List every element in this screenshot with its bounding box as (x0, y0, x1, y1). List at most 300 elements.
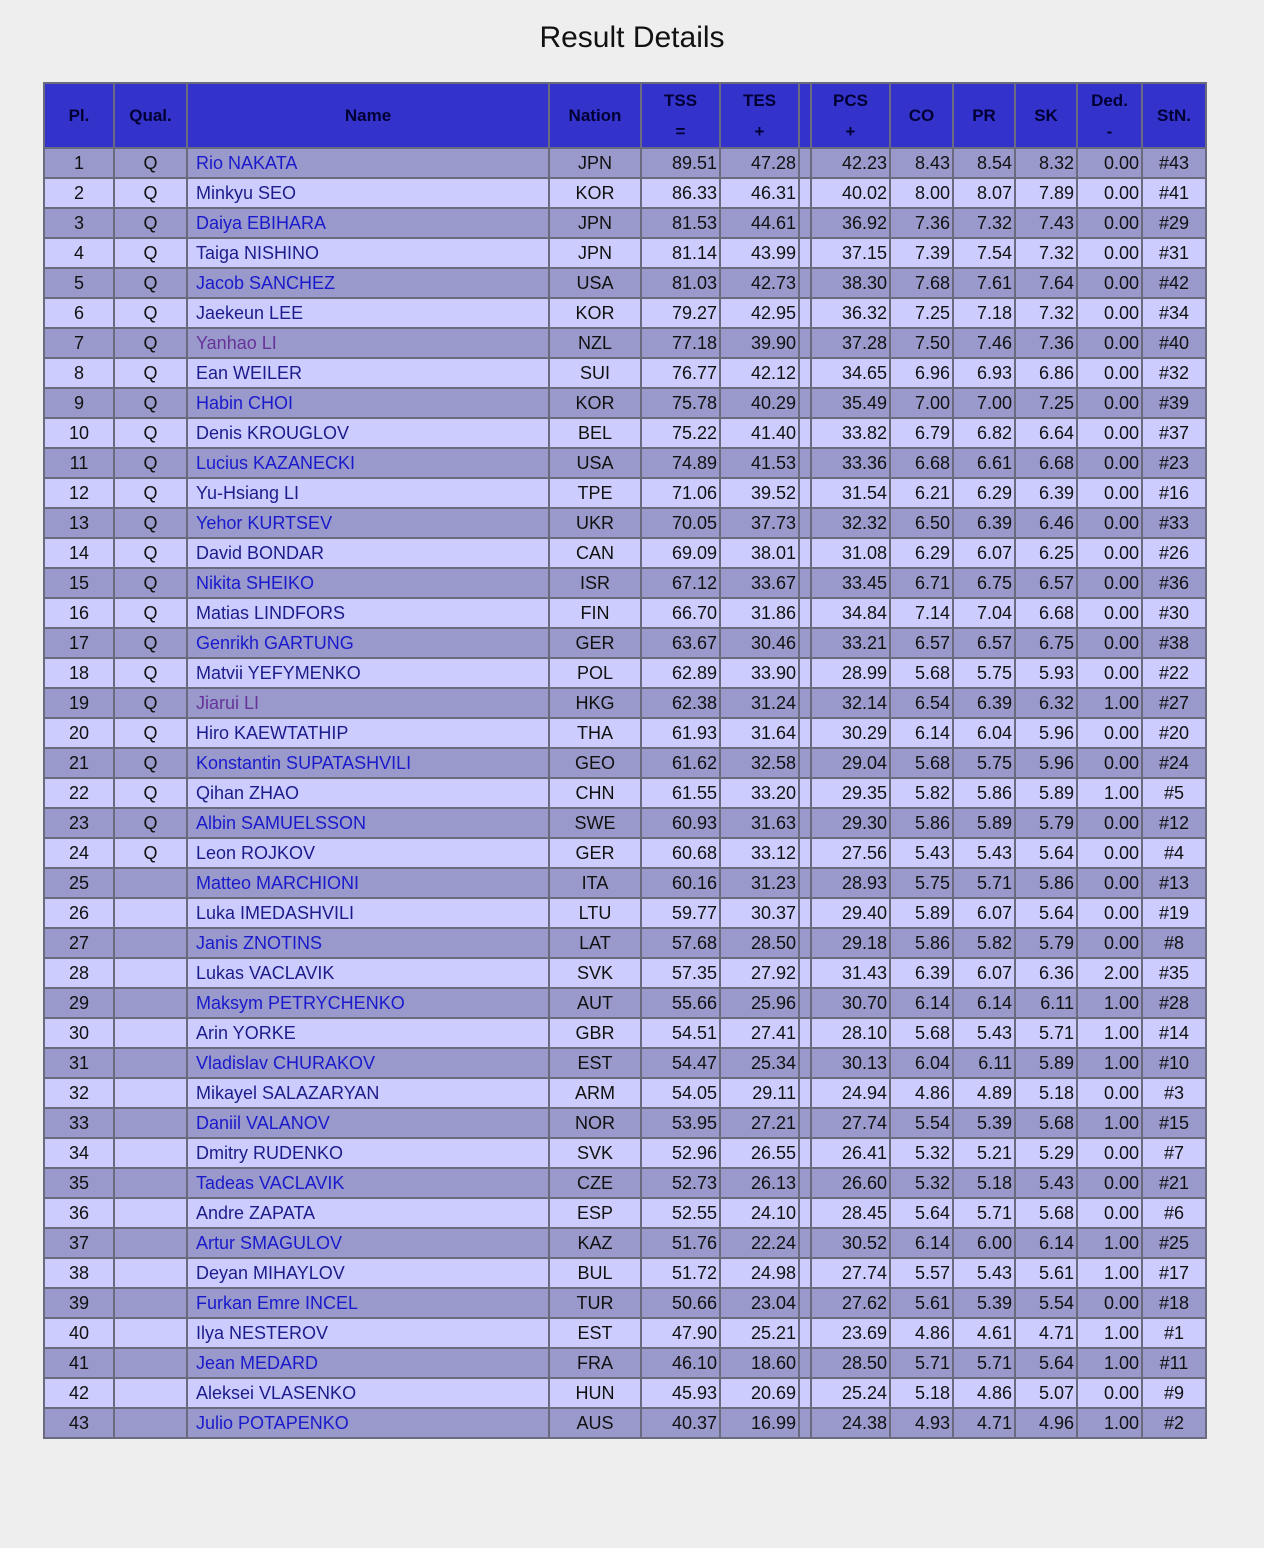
skater-name-link[interactable]: Tadeas VACLAVIK (196, 1173, 345, 1193)
name-cell (187, 748, 549, 778)
place-cell: 1 (44, 148, 114, 178)
pr-cell: 7.04 (953, 598, 1015, 628)
pr-cell: 6.75 (953, 568, 1015, 598)
skater-name-link[interactable]: Nikita SHEIKO (196, 573, 315, 593)
ded-cell: 0.00 (1077, 508, 1142, 538)
nation-cell: LAT (549, 928, 641, 958)
pcs-cell: 31.08 (811, 538, 890, 568)
tss-cell: 60.16 (641, 868, 720, 898)
ded-cell: 1.00 (1077, 1108, 1142, 1138)
name-cell (187, 658, 549, 688)
tss-cell: 67.12 (641, 568, 720, 598)
place-cell: 42 (44, 1378, 114, 1408)
place-cell: 2 (44, 178, 114, 208)
skater-name-link[interactable]: Yu-Hsiang LI (196, 483, 300, 503)
sk-cell: 5.18 (1015, 1078, 1077, 1108)
tss-cell: 69.09 (641, 538, 720, 568)
pcs-cell: 24.38 (811, 1408, 890, 1438)
name-cell (187, 1138, 549, 1168)
name-cell (187, 448, 549, 478)
sk-cell: 7.32 (1015, 238, 1077, 268)
tss-cell: 54.05 (641, 1078, 720, 1108)
qual-cell: Q (114, 718, 187, 748)
stn-cell: #23 (1142, 448, 1206, 478)
skater-name-link[interactable]: Yehor KURTSEV (196, 513, 333, 533)
tes-cell: 18.60 (720, 1348, 799, 1378)
place-cell: 7 (44, 328, 114, 358)
tes-cell: 39.90 (720, 328, 799, 358)
table-row (44, 178, 1206, 208)
tss-cell: 45.93 (641, 1378, 720, 1408)
stn-cell: #26 (1142, 538, 1206, 568)
co-cell: 7.68 (890, 268, 953, 298)
pcs-cell: 29.04 (811, 748, 890, 778)
co-cell: 7.14 (890, 598, 953, 628)
spacer-cell (799, 298, 811, 328)
skater-name-link[interactable]: Lucius KAZANECKI (196, 453, 356, 473)
place-cell: 18 (44, 658, 114, 688)
skater-name-link[interactable]: Leon ROJKOV (196, 843, 316, 863)
header-qual: Qual. (114, 83, 187, 148)
qual-cell (114, 1108, 187, 1138)
nation-cell: KOR (549, 388, 641, 418)
ded-cell: 0.00 (1077, 208, 1142, 238)
name-cell (187, 688, 549, 718)
skater-name-link[interactable]: Lukas VACLAVIK (196, 963, 335, 983)
pcs-cell: 28.45 (811, 1198, 890, 1228)
pr-cell: 5.21 (953, 1138, 1015, 1168)
skater-name-link[interactable]: Matteo MARCHIONI (196, 873, 360, 893)
place-cell: 5 (44, 268, 114, 298)
table-row (44, 448, 1206, 478)
name-cell (187, 1318, 549, 1348)
name-cell (187, 358, 549, 388)
nation-cell: ARM (549, 1078, 641, 1108)
name-cell (187, 988, 549, 1018)
pcs-cell: 23.69 (811, 1318, 890, 1348)
ded-cell: 0.00 (1077, 568, 1142, 598)
tss-cell: 66.70 (641, 598, 720, 628)
pr-cell: 6.00 (953, 1228, 1015, 1258)
header-pcs-label: PCS (833, 90, 868, 110)
spacer-cell (799, 868, 811, 898)
pr-cell: 4.71 (953, 1408, 1015, 1438)
skater-name-link[interactable]: Jaekeun LEE (196, 303, 304, 323)
pr-cell: 4.86 (953, 1378, 1015, 1408)
co-cell: 6.04 (890, 1048, 953, 1078)
ded-cell: 2.00 (1077, 958, 1142, 988)
sk-cell: 5.43 (1015, 1168, 1077, 1198)
tes-cell: 41.53 (720, 448, 799, 478)
co-cell: 4.86 (890, 1318, 953, 1348)
qual-cell (114, 1228, 187, 1258)
pcs-cell: 30.70 (811, 988, 890, 1018)
spacer-cell (799, 688, 811, 718)
nation-cell: UKR (549, 508, 641, 538)
pcs-cell: 32.14 (811, 688, 890, 718)
pr-cell: 6.39 (953, 688, 1015, 718)
qual-cell (114, 1018, 187, 1048)
spacer-cell (799, 1228, 811, 1258)
pcs-cell: 27.56 (811, 838, 890, 868)
nation-cell: SVK (549, 1138, 641, 1168)
qual-cell (114, 1318, 187, 1348)
tss-cell: 71.06 (641, 478, 720, 508)
qual-cell (114, 958, 187, 988)
sk-cell: 6.86 (1015, 358, 1077, 388)
place-cell: 28 (44, 958, 114, 988)
pr-cell: 5.75 (953, 658, 1015, 688)
co-cell: 5.64 (890, 1198, 953, 1228)
skater-name-link[interactable]: Artur SMAGULOV (196, 1233, 343, 1253)
skater-name-link[interactable]: Furkan Emre INCEL (196, 1293, 359, 1313)
table-row (44, 478, 1206, 508)
qual-cell: Q (114, 178, 187, 208)
tes-cell: 44.61 (720, 208, 799, 238)
stn-cell: #9 (1142, 1378, 1206, 1408)
qual-cell: Q (114, 148, 187, 178)
name-cell (187, 388, 549, 418)
name-cell (187, 1198, 549, 1228)
name-cell (187, 1378, 549, 1408)
sk-cell: 5.96 (1015, 718, 1077, 748)
pcs-cell: 36.92 (811, 208, 890, 238)
nation-cell: GER (549, 838, 641, 868)
table-row (44, 208, 1206, 238)
tes-cell: 42.73 (720, 268, 799, 298)
place-cell: 43 (44, 1408, 114, 1438)
qual-cell: Q (114, 358, 187, 388)
tes-cell: 43.99 (720, 238, 799, 268)
pcs-cell: 33.21 (811, 628, 890, 658)
stn-cell: #30 (1142, 598, 1206, 628)
header-place: Pl. (44, 83, 114, 148)
tes-cell: 39.52 (720, 478, 799, 508)
co-cell: 4.93 (890, 1408, 953, 1438)
place-cell: 35 (44, 1168, 114, 1198)
qual-cell: Q (114, 508, 187, 538)
co-cell: 8.43 (890, 148, 953, 178)
pcs-cell: 26.60 (811, 1168, 890, 1198)
ded-cell: 0.00 (1077, 1198, 1142, 1228)
tes-cell: 26.13 (720, 1168, 799, 1198)
skater-name-link[interactable]: Minkyu SEO (196, 183, 297, 203)
table-row (44, 868, 1206, 898)
stn-cell: #21 (1142, 1168, 1206, 1198)
pr-cell: 5.75 (953, 748, 1015, 778)
qual-cell (114, 1138, 187, 1168)
tss-cell: 52.96 (641, 1138, 720, 1168)
qual-cell: Q (114, 808, 187, 838)
sk-cell: 6.68 (1015, 598, 1077, 628)
sk-cell: 5.89 (1015, 1048, 1077, 1078)
sk-cell: 5.79 (1015, 808, 1077, 838)
skater-name-link[interactable]: Matias LINDFORS (196, 603, 346, 623)
skater-name-link[interactable]: Qihan ZHAO (196, 783, 300, 803)
table-row (44, 1288, 1206, 1318)
skater-name-link[interactable]: Andre ZAPATA (196, 1203, 316, 1223)
co-cell: 5.54 (890, 1108, 953, 1138)
nation-cell: POL (549, 658, 641, 688)
ded-cell: 0.00 (1077, 328, 1142, 358)
spacer-cell (799, 1288, 811, 1318)
stn-cell: #1 (1142, 1318, 1206, 1348)
name-cell (187, 598, 549, 628)
stn-cell: #37 (1142, 418, 1206, 448)
sk-cell: 5.96 (1015, 748, 1077, 778)
table-row (44, 718, 1206, 748)
header-co: CO (890, 83, 953, 148)
spacer-cell (799, 1258, 811, 1288)
tes-cell: 24.10 (720, 1198, 799, 1228)
skater-name-link[interactable]: Deyan MIHAYLOV (196, 1263, 345, 1283)
skater-name-link[interactable]: Ilya NESTEROV (196, 1323, 329, 1343)
stn-cell: #7 (1142, 1138, 1206, 1168)
qual-cell (114, 928, 187, 958)
skater-name-link[interactable]: Jiarui LI (196, 693, 260, 713)
nation-cell: FIN (549, 598, 641, 628)
name-cell (187, 718, 549, 748)
nation-cell: USA (549, 268, 641, 298)
tss-cell: 61.55 (641, 778, 720, 808)
qual-cell: Q (114, 538, 187, 568)
place-cell: 34 (44, 1138, 114, 1168)
pcs-cell: 27.74 (811, 1258, 890, 1288)
header-tss (641, 83, 720, 148)
tss-cell: 52.73 (641, 1168, 720, 1198)
skater-name-link[interactable]: Julio POTAPENKO (196, 1413, 349, 1433)
ded-cell: 0.00 (1077, 1378, 1142, 1408)
skater-name-link[interactable]: Hiro KAEWTATHIP (196, 723, 349, 743)
sk-cell: 8.32 (1015, 148, 1077, 178)
pr-cell: 7.54 (953, 238, 1015, 268)
pcs-cell: 37.15 (811, 238, 890, 268)
qual-cell (114, 1408, 187, 1438)
place-cell: 11 (44, 448, 114, 478)
sk-cell: 5.29 (1015, 1138, 1077, 1168)
place-cell: 40 (44, 1318, 114, 1348)
spacer-cell (799, 898, 811, 928)
ded-cell: 0.00 (1077, 598, 1142, 628)
pr-cell: 5.89 (953, 808, 1015, 838)
co-cell: 4.86 (890, 1078, 953, 1108)
header-name: Name (187, 83, 549, 148)
pcs-cell: 36.32 (811, 298, 890, 328)
sk-cell: 5.79 (1015, 928, 1077, 958)
sk-cell: 7.25 (1015, 388, 1077, 418)
pcs-cell: 29.30 (811, 808, 890, 838)
sk-cell: 6.25 (1015, 538, 1077, 568)
header-ded-label: Ded. (1091, 90, 1128, 110)
ded-cell: 0.00 (1077, 358, 1142, 388)
table-row (44, 1348, 1206, 1378)
skater-name-link[interactable]: Janis ZNOTINS (196, 933, 323, 953)
table-row (44, 1138, 1206, 1168)
place-cell: 8 (44, 358, 114, 388)
header-ded (1077, 83, 1142, 148)
table-row (44, 838, 1206, 868)
ded-cell: 0.00 (1077, 838, 1142, 868)
stn-cell: #13 (1142, 868, 1206, 898)
co-cell: 5.89 (890, 898, 953, 928)
tes-cell: 28.50 (720, 928, 799, 958)
qual-cell: Q (114, 388, 187, 418)
sk-cell: 5.07 (1015, 1378, 1077, 1408)
nation-cell: ISR (549, 568, 641, 598)
place-cell: 32 (44, 1078, 114, 1108)
table-row (44, 268, 1206, 298)
place-cell: 14 (44, 538, 114, 568)
sk-cell: 6.36 (1015, 958, 1077, 988)
tss-cell: 79.27 (641, 298, 720, 328)
results-table-container (43, 82, 1207, 1439)
place-cell: 3 (44, 208, 114, 238)
stn-cell: #4 (1142, 838, 1206, 868)
nation-cell: GER (549, 628, 641, 658)
stn-cell: #22 (1142, 658, 1206, 688)
pcs-cell: 27.74 (811, 1108, 890, 1138)
skater-name-link[interactable]: Daiya EBIHARA (196, 213, 327, 233)
nation-cell: JPN (549, 238, 641, 268)
spacer-cell (799, 328, 811, 358)
nation-cell: SVK (549, 958, 641, 988)
spacer-cell (799, 148, 811, 178)
skater-name-link[interactable]: Albin SAMUELSSON (196, 813, 367, 833)
qual-cell: Q (114, 418, 187, 448)
name-cell (187, 1258, 549, 1288)
qual-cell: Q (114, 478, 187, 508)
skater-name-link[interactable]: Arin YORKE (196, 1023, 296, 1043)
pr-cell: 6.07 (953, 538, 1015, 568)
sk-cell: 5.64 (1015, 1348, 1077, 1378)
skater-name-link[interactable]: Genrikh GARTUNG (196, 633, 354, 653)
tes-cell: 25.21 (720, 1318, 799, 1348)
sk-cell: 5.54 (1015, 1288, 1077, 1318)
nation-cell: USA (549, 448, 641, 478)
place-cell: 37 (44, 1228, 114, 1258)
skater-name-link[interactable]: Yanhao LI (196, 333, 277, 353)
tes-cell: 47.28 (720, 148, 799, 178)
nation-cell: GBR (549, 1018, 641, 1048)
skater-name-link[interactable]: Luka IMEDASHVILI (196, 903, 355, 923)
tes-cell: 24.98 (720, 1258, 799, 1288)
skater-name-link[interactable]: Vladislav CHURAKOV (196, 1053, 376, 1073)
tes-cell: 31.23 (720, 868, 799, 898)
co-cell: 5.43 (890, 838, 953, 868)
name-cell (187, 238, 549, 268)
table-row (44, 1228, 1206, 1258)
spacer-cell (799, 628, 811, 658)
spacer-cell (799, 1048, 811, 1078)
tes-cell: 42.95 (720, 298, 799, 328)
nation-cell: TPE (549, 478, 641, 508)
skater-name-link[interactable]: Dmitry RUDENKO (196, 1143, 343, 1163)
spacer-cell (799, 1378, 811, 1408)
ded-cell: 0.00 (1077, 268, 1142, 298)
nation-cell: SUI (549, 358, 641, 388)
table-row (44, 1078, 1206, 1108)
table-row (44, 1018, 1206, 1048)
sk-cell: 6.75 (1015, 628, 1077, 658)
nation-cell: TUR (549, 1288, 641, 1318)
pr-cell: 5.71 (953, 1198, 1015, 1228)
qual-cell (114, 1168, 187, 1198)
skater-name-link[interactable]: David BONDAR (196, 543, 325, 563)
tes-cell: 26.55 (720, 1138, 799, 1168)
skater-name-link[interactable]: Taiga NISHINO (196, 243, 320, 263)
table-row (44, 748, 1206, 778)
spacer-cell (799, 268, 811, 298)
qual-cell: Q (114, 448, 187, 478)
name-cell (187, 838, 549, 868)
co-cell: 5.86 (890, 928, 953, 958)
stn-cell: #29 (1142, 208, 1206, 238)
tss-cell: 74.89 (641, 448, 720, 478)
table-row (44, 958, 1206, 988)
place-cell: 31 (44, 1048, 114, 1078)
co-cell: 5.32 (890, 1138, 953, 1168)
tes-cell: 33.67 (720, 568, 799, 598)
skater-name-link[interactable]: Jacob SANCHEZ (196, 273, 336, 293)
tss-cell: 60.93 (641, 808, 720, 838)
co-cell: 6.57 (890, 628, 953, 658)
skater-name-link[interactable]: Aleksei VLASENKO (196, 1383, 357, 1403)
name-cell (187, 418, 549, 448)
pr-cell: 5.86 (953, 778, 1015, 808)
name-cell (187, 268, 549, 298)
tss-cell: 46.10 (641, 1348, 720, 1378)
table-row (44, 898, 1206, 928)
name-cell (187, 298, 549, 328)
skater-name-link[interactable]: Mikayel SALAZARYAN (196, 1083, 380, 1103)
stn-cell: #43 (1142, 148, 1206, 178)
skater-name-link[interactable]: Maksym PETRYCHENKO (196, 993, 405, 1013)
skater-name-link[interactable]: Rio NAKATA (196, 153, 298, 173)
pcs-cell: 33.82 (811, 418, 890, 448)
ded-cell: 1.00 (1077, 988, 1142, 1018)
name-cell (187, 1018, 549, 1048)
stn-cell: #42 (1142, 268, 1206, 298)
ded-cell: 1.00 (1077, 1258, 1142, 1288)
sk-cell: 6.57 (1015, 568, 1077, 598)
skater-name-link[interactable]: Ean WEILER (196, 363, 303, 383)
co-cell: 7.00 (890, 388, 953, 418)
stn-cell: #40 (1142, 328, 1206, 358)
place-cell: 6 (44, 298, 114, 328)
spacer-cell (799, 1408, 811, 1438)
skater-name-link[interactable]: Jean MEDARD (196, 1353, 319, 1373)
skater-name-link[interactable]: Denis KROUGLOV (196, 423, 350, 443)
spacer-cell (799, 478, 811, 508)
pcs-cell: 28.99 (811, 658, 890, 688)
co-cell: 5.57 (890, 1258, 953, 1288)
stn-cell: #33 (1142, 508, 1206, 538)
nation-cell: HKG (549, 688, 641, 718)
tss-cell: 57.68 (641, 928, 720, 958)
stn-cell: #2 (1142, 1408, 1206, 1438)
place-cell: 17 (44, 628, 114, 658)
skater-name-link[interactable]: Habin CHOI (196, 393, 294, 413)
pr-cell: 6.11 (953, 1048, 1015, 1078)
skater-name-link[interactable]: Daniil VALANOV (196, 1113, 330, 1133)
pcs-cell: 30.52 (811, 1228, 890, 1258)
stn-cell: #8 (1142, 928, 1206, 958)
skater-name-link[interactable]: Konstantin SUPATASHVILI (196, 753, 412, 773)
name-cell (187, 898, 549, 928)
pr-cell: 7.32 (953, 208, 1015, 238)
skater-name-link[interactable]: Matvii YEFYMENKO (196, 663, 361, 683)
nation-cell: EST (549, 1318, 641, 1348)
